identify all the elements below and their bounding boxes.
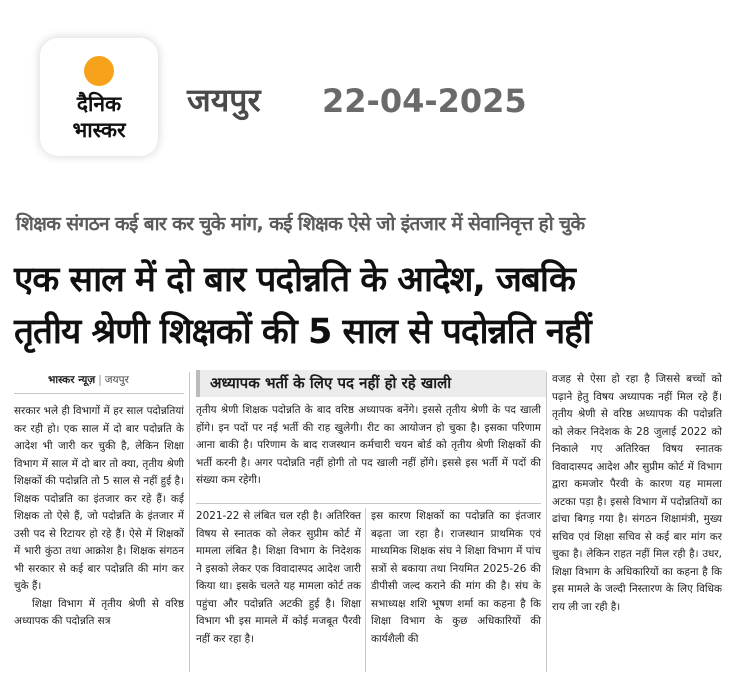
column-1-paragraph-1: सरकार भले ही विभागों में हर साल पदोन्नतियां कर रही हो। एक साल में दो बार पदोन्नति के आदेश भी जारी कर चुकी है, लेकिन शिक्षा विभाग में साल में दो बार तो क्या, तृतीय श्रेणी शिक्षकों की पदोन्नति तो 5 साल से नहीं हुई है। शिक्षक पदोन्नति का इंतजार कर रहे हैं। कई शिक्षक तो ऐसे हैं, जो पदोन्नति के इंतजार में उसी पद से रिटायर हो रहे हैं। ऐसे में शिक्षकों में भारी कुंठा तथा आक्रोश है। शिक्षक संगठन भी सरकार से कई बार पदोन्नति की मांग कर चुके हैं। bbox=[14, 405, 184, 592]
article-column-2: 2021-22 से लंबित चल रही है। अतिरिक्त विषय से स्नातक को लेकर सुप्रीम कोर्ट में मामला लंबित है। शिक्षा विभाग के निदेशक ने इसको लेकर एक विवादास्पद आदेश जारी किया था। इसके चलते यह मामला कोर्ट तक पहुंचा और पदोन्नति अटकी हुई है। शिक्षा विभाग भी इस मामले में कोई मजबूत पैरवी नहीं कर रहा है। bbox=[196, 510, 361, 645]
article-column-1 bbox=[14, 403, 184, 631]
article-column-3: इस कारण शिक्षकों का पदोन्नति का इंतजार बढ़ता जा रहा है। राजस्थान प्राथमिक एवं माध्यमिक शिक्षक संघ ने शिक्षा विभाग में पांच सत्रों से बकाया तथा नियमित 2025-26 की डीपीसी जल्द कराने की मांग की है। संघ के सभाध्यक्ष शशि भूषण शर्मा का कहना है कि शिक्षा विभाग के कुछ अधिकारियों की कार्यशैली की bbox=[371, 510, 541, 645]
article-headline bbox=[14, 254, 724, 358]
edition-date: 22-04-2025 bbox=[322, 82, 527, 120]
headline-line-2: तृतीय श्रेणी शिक्षकों की 5 साल से पदोन्नति नहीं bbox=[14, 312, 591, 352]
subhead-body-text: तृतीय श्रेणी शिक्षक पदोन्नति के बाद वरिष्ठ अध्यापक बनेंगे। इससे तृतीय श्रेणी के पद खाली होंगे। इन पदों पर नई भर्ती की राह खुलेगी। रीट का आयोजन हो चुका है। इसका परिणाम आना बाकी है। परिणाम के बाद राजस्थान कर्मचारी चयन बोर्ड को तृतीय श्रेणी शिक्षकों की भर्ती करनी है। अगर पदोन्नति नहीं होगी तो पद खाली नहीं होंगे। इससे इस भर्ती में पदों की संख्या कम रहेगी। bbox=[196, 404, 541, 486]
byline-separator: | bbox=[98, 374, 102, 386]
article-kicker: शिक्षक संगठन कई बार कर चुके मांग, कई शिक्षक ऐसे जो इंतजार में सेवानिवृत्त हो चुके bbox=[16, 213, 585, 235]
article-subhead: अध्यापक भर्ती के लिए पद नहीं हो रहे खाली bbox=[196, 370, 546, 397]
subhead-section-divider bbox=[196, 503, 541, 504]
logo-text-line2: भास्कर bbox=[72, 118, 126, 142]
dainik-bhaskar-logo bbox=[40, 38, 158, 156]
byline-source: भास्कर न्यूज़ bbox=[48, 374, 96, 386]
byline-city: जयपुर bbox=[104, 374, 129, 386]
sun-icon bbox=[84, 56, 114, 86]
logo-text-line1: दैनिक bbox=[76, 92, 122, 116]
column-rule-2 bbox=[365, 508, 366, 672]
column-1-paragraph-2: शिक्षा विभाग में तृतीय श्रेणी से वरिष्ठ अध्यापक की पदोन्नति सत्र bbox=[14, 597, 184, 627]
byline bbox=[48, 373, 129, 387]
edition-city: जयपुर bbox=[187, 81, 261, 119]
article-column-4: वजह से ऐसा हो रहा है जिससे बच्चों को पढ़ाने हेतु विषय अध्यापक नहीं मिल रहे हैं। तृतीय श्रेणी से वरिष्ठ अध्यापक की पदोन्नति को लेकर निदेशक के 28 जुलाई 2022 को निकाले गए अतिरिक्त विषय स्नातक विवादास्पद आदेश और सुप्रीम कोर्ट में विभाग द्वारा कमजोर पैरवी के कारण यह मामला अटका पड़ा है। इससे विभाग में पदोन्नतियों का ढांचा बिगड़ गया है। संगठन शिक्षामंत्री, मुख्य सचिव एवं शिक्षा सचिव से कई बार मांग कर चुका है। लेकिन राहत नहीं मिल रही है। उधर, शिक्षा विभाग के अधिकारियों का कहना है कि इस मामले के जल्दी निस्तारण के लिए विधिक राय ली जा रही है। bbox=[552, 373, 722, 613]
column-rule-3 bbox=[546, 372, 547, 672]
headline-line-1: एक साल में दो बार पदोन्नति के आदेश, जबकि bbox=[14, 260, 575, 300]
byline-divider bbox=[14, 393, 184, 394]
column-rule-1 bbox=[189, 372, 190, 672]
